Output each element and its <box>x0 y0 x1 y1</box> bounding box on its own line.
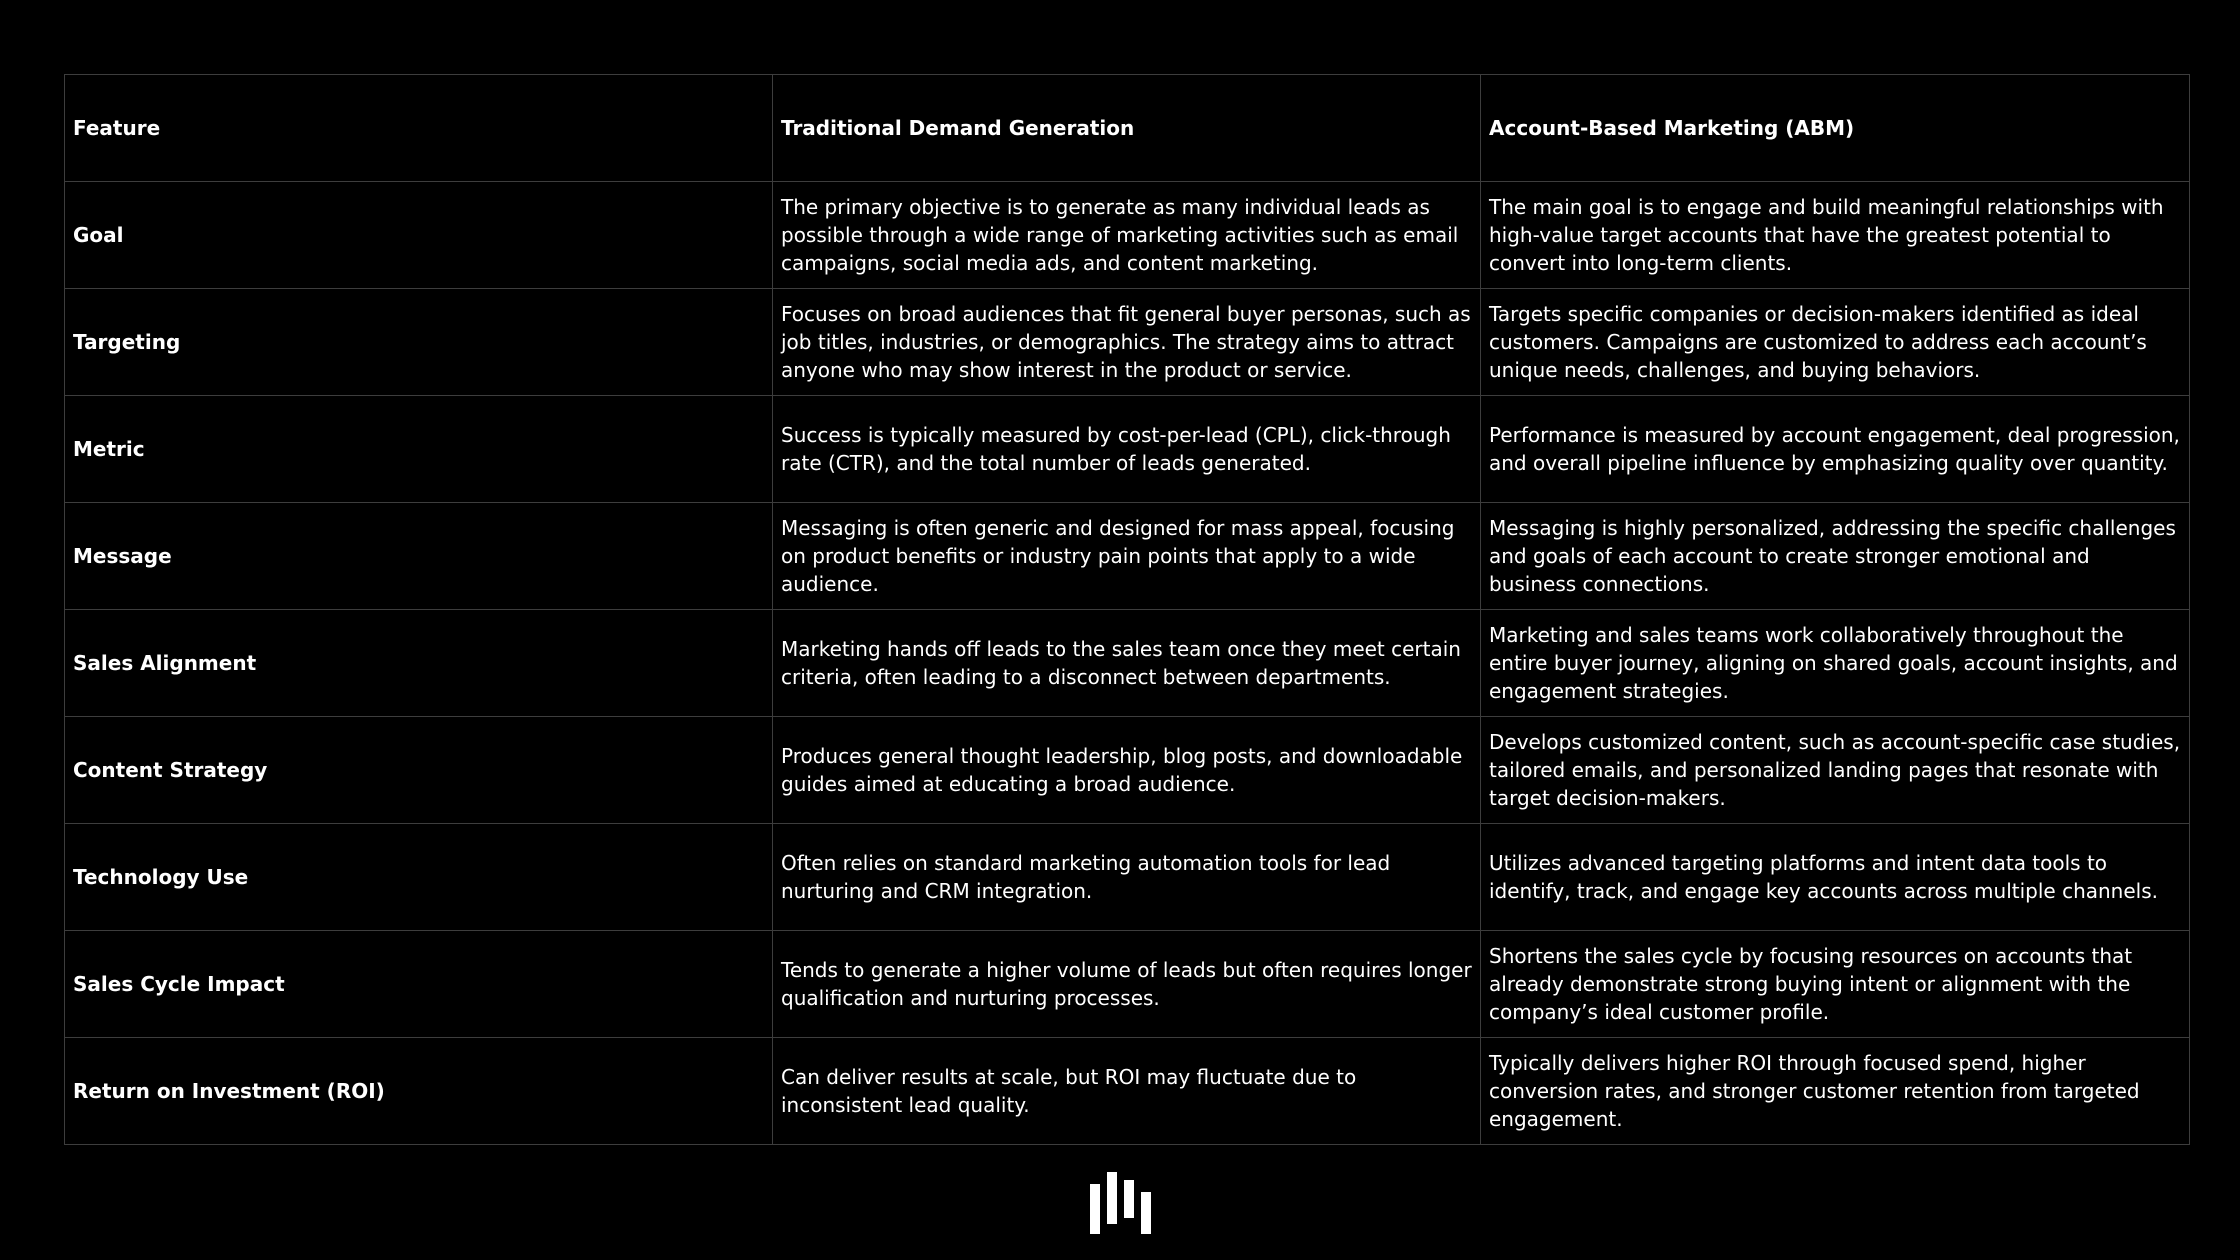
header-abm: Account-Based Marketing (ABM) <box>1481 75 2190 182</box>
table-row <box>65 1038 2190 1145</box>
row-traditional: Often relies on standard marketing automation tools for lead nurturing and CRM integration. <box>773 824 1481 931</box>
row-traditional: Focuses on broad audiences that fit general buyer personas, such as job titles, industries, or demographics. The strategy aims to attract anyone who may show interest in the product or service. <box>773 289 1481 396</box>
table-row <box>65 182 2190 289</box>
table-row <box>65 931 2190 1038</box>
row-abm: Utilizes advanced targeting platforms and intent data tools to identify, track, and engage key accounts across multiple channels. <box>1481 824 2190 931</box>
row-traditional: Marketing hands off leads to the sales team once they meet certain criteria, often leading to a disconnect between departments. <box>773 610 1481 717</box>
row-abm: Targets specific companies or decision-makers identified as ideal customers. Campaigns are customized to address each account’s unique needs, challenges, and buying behaviors. <box>1481 289 2190 396</box>
table-row <box>65 289 2190 396</box>
row-feature: Goal <box>65 182 773 289</box>
row-traditional: Produces general thought leadership, blog posts, and downloadable guides aimed at educating a broad audience. <box>773 717 1481 824</box>
comparison-table-container <box>64 74 2189 1145</box>
row-abm: Performance is measured by account engagement, deal progression, and overall pipeline influence by emphasizing quality over quantity. <box>1481 396 2190 503</box>
row-feature: Technology Use <box>65 824 773 931</box>
table-row <box>65 396 2190 503</box>
row-feature: Targeting <box>65 289 773 396</box>
table-row <box>65 503 2190 610</box>
header-feature: Feature <box>65 75 773 182</box>
row-abm: Shortens the sales cycle by focusing resources on accounts that already demonstrate strong buying intent or alignment with the company’s ideal customer profile. <box>1481 931 2190 1038</box>
row-abm: Develops customized content, such as account-specific case studies, tailored emails, and personalized landing pages that resonate with target decision-makers. <box>1481 717 2190 824</box>
table-row <box>65 610 2190 717</box>
comparison-table <box>64 74 2190 1145</box>
row-abm: Marketing and sales teams work collaboratively throughout the entire buyer journey, aligning on shared goals, account insights, and engagement strategies. <box>1481 610 2190 717</box>
row-abm: Messaging is highly personalized, addressing the specific challenges and goals of each account to create stronger emotional and business connections. <box>1481 503 2190 610</box>
row-feature: Sales Cycle Impact <box>65 931 773 1038</box>
row-abm: Typically delivers higher ROI through focused spend, higher conversion rates, and stronger customer retention from targeted engagement. <box>1481 1038 2190 1145</box>
row-feature: Message <box>65 503 773 610</box>
row-feature: Metric <box>65 396 773 503</box>
table-header-row <box>65 75 2190 182</box>
table-row <box>65 824 2190 931</box>
brand-bars-icon <box>1090 1172 1152 1234</box>
row-traditional: Success is typically measured by cost-per-lead (CPL), click-through rate (CTR), and the total number of leads generated. <box>773 396 1481 503</box>
row-traditional: The primary objective is to generate as many individual leads as possible through a wide range of marketing activities such as email campaigns, social media ads, and content marketing. <box>773 182 1481 289</box>
row-abm: The main goal is to engage and build meaningful relationships with high-value target accounts that have the greatest potential to convert into long-term clients. <box>1481 182 2190 289</box>
header-traditional: Traditional Demand Generation <box>773 75 1481 182</box>
table-row <box>65 717 2190 824</box>
row-traditional: Can deliver results at scale, but ROI may fluctuate due to inconsistent lead quality. <box>773 1038 1481 1145</box>
row-feature: Sales Alignment <box>65 610 773 717</box>
row-traditional: Tends to generate a higher volume of leads but often requires longer qualification and nurturing processes. <box>773 931 1481 1038</box>
row-feature: Return on Investment (ROI) <box>65 1038 773 1145</box>
row-traditional: Messaging is often generic and designed for mass appeal, focusing on product benefits or industry pain points that apply to a wide audience. <box>773 503 1481 610</box>
row-feature: Content Strategy <box>65 717 773 824</box>
